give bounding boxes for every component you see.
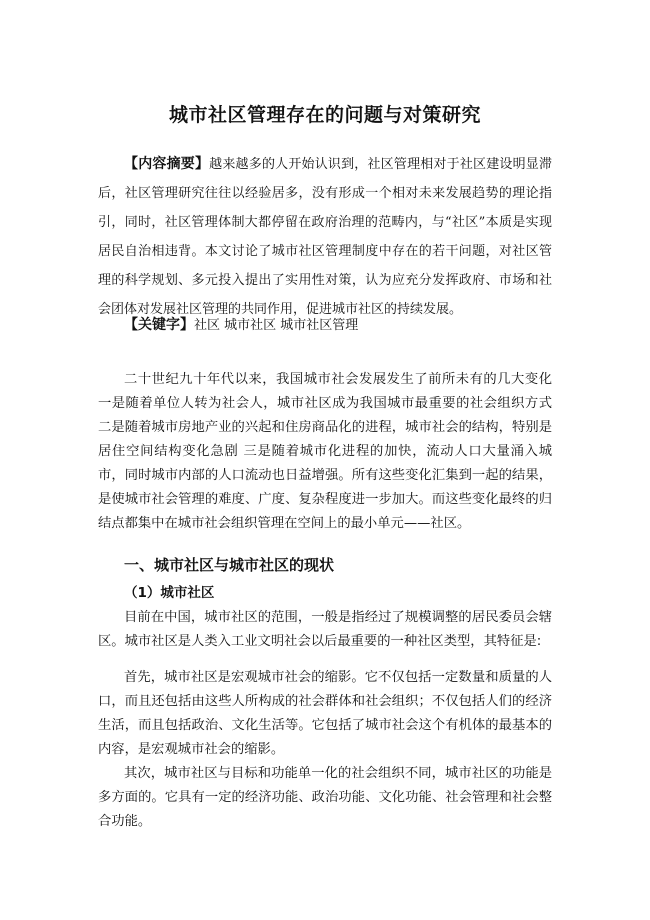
keywords-text: 社区 城市社区 城市社区管理 bbox=[194, 318, 359, 333]
keywords-section bbox=[124, 313, 544, 338]
abstract-paragraph bbox=[98, 150, 552, 324]
abstract-text: 越来越多的人开始认识到，社区管理相对于社区建设明显滞后，社区管理研究往往以经验居多，没有形成一个相对未来发展趋势的理论指引，同时，社区管理体制大都停留在政府治理的范畴内，与“社区”本质是实现居民自治相违背。本文讨论了城市社区管理制度中存在的若干问题，对社区管理的科学规划、多元投入提出了实用性对策，认为应充分发挥政府、市场和社会团体对发展社区管理的共同作用，促进城市社区的持续发展。 bbox=[98, 157, 552, 317]
intro-paragraph: 二十世纪九十年代以来，我国城市社会发展发生了前所未有的几大变化 一是随着单位人转为社会人，城市社区成为我国城市最重要的社会组织方式 二是随着城市房地产业的兴起和住房商品化的进程，城市社会的结构，特别是居住空间结构变化急剧 三是随着城市化进程的加快，流动人口大量涌入城市，同时城市内部的人口流动也日益增强。所有这些变化汇集到一起的结果，是使城市社会管理的难度、广度、复杂程度进一步加大。而这些变化最终的归结点都集中在城市社会组织管理在空间上的最小单元——社区。 bbox=[98, 372, 552, 531]
abstract-section bbox=[98, 150, 552, 324]
subsection-heading: （1）城市社区 bbox=[124, 585, 215, 601]
document-title: 城市社区管理存在的问题与对策研究 bbox=[168, 104, 481, 126]
first-feature-paragraph: 首先，城市社区是宏观城市社会的缩影。它不仅包括一定数量和质量的人口，而且还包括由这些人所构成的社会群体和社会组织；不仅包括人们的经济生活，而且包括政治、文化生活等。它包括了城市社会这个有机体的最基本的内容，是宏观城市社会的缩影。 bbox=[98, 670, 552, 757]
keywords-label: 【关键字】 bbox=[124, 317, 194, 333]
section-heading: 一、城市社区与城市社区的现状 bbox=[124, 556, 335, 574]
second-feature-section bbox=[98, 762, 552, 834]
definition-paragraph: 目前在中国，城市社区的范围，一般是指经过了规模调整的居民委员会辖区。城市社区是人类入工业文明社会以后最重要的一种社区类型，其特征是: bbox=[98, 610, 552, 649]
second-feature-paragraph: 其次，城市社区与目标和功能单一化的社会组织不同，城市社区的功能是多方面的。它具有一定的经济功能、政治功能、文化功能、社会管理和社会整合功能。 bbox=[98, 766, 552, 829]
abstract-label: 【内容摘要】 bbox=[124, 156, 210, 172]
first-feature-section bbox=[98, 666, 552, 762]
definition-section bbox=[98, 606, 552, 654]
intro-section bbox=[98, 368, 552, 536]
